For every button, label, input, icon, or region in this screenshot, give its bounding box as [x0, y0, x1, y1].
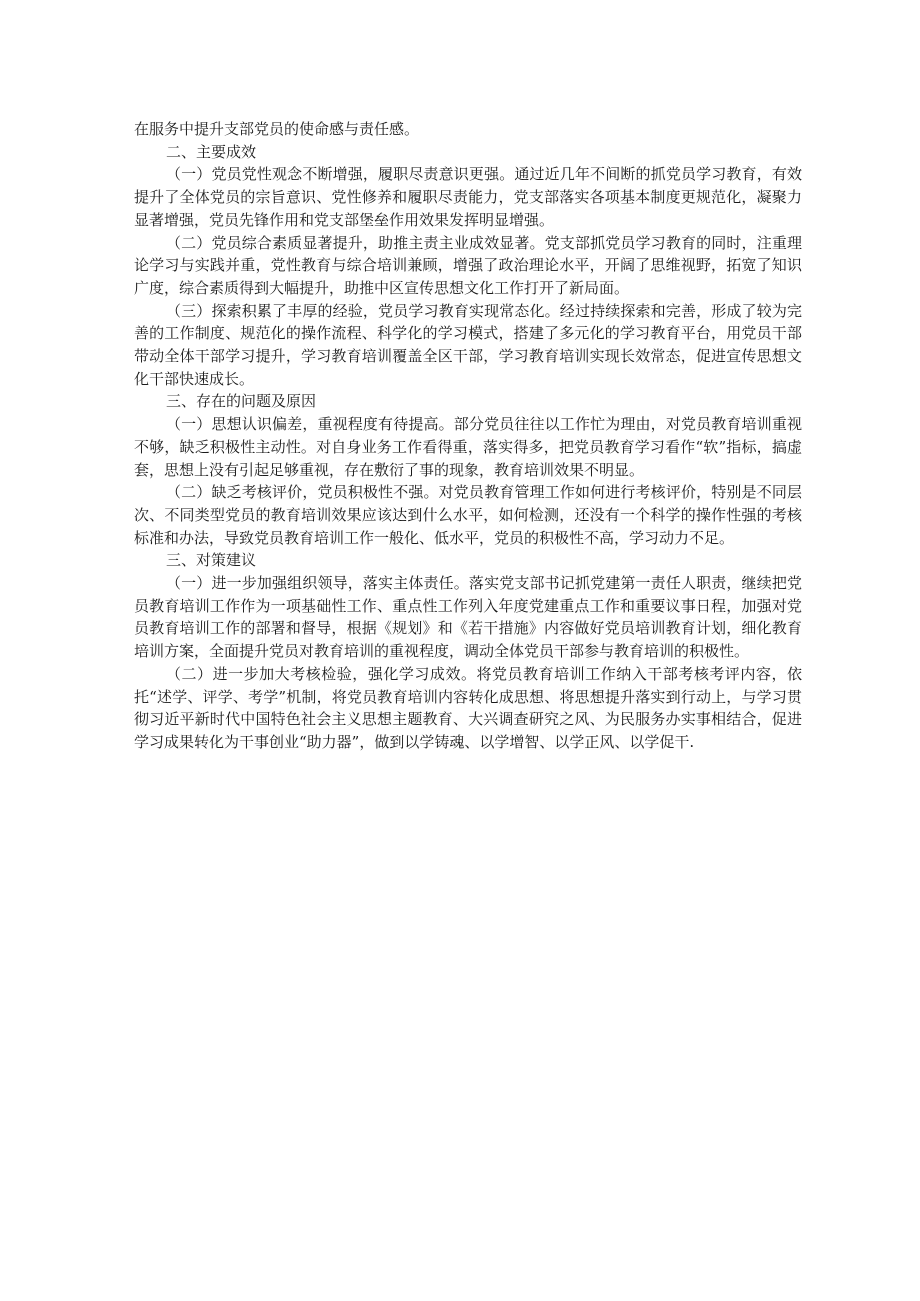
paragraph: （三）探索积累了丰厚的经验，党员学习教育实现常态化。经过持续探索和完善，形成了较为完善的工作制度、规范化的操作流程、科学化的学习模式，搭建了多元化的学习教育平台，用党员干部带动全体干部学习提升，学习教育培训覆盖全区干部，学习教育培训实现长效常态，促进宣传思想文化干部快速成长。	[134, 301, 802, 388]
paragraph: （一）党员党性观念不断增强，履职尽责意识更强。通过近几年不间断的抓党员学习教育，有效提升了全体党员的宗旨意识、党性修养和履职尽责能力，党支部落实各项基本制度更规范化，凝聚力显著增强，党员先锋作用和党支部堡垒作用效果发挥明显增强。	[134, 165, 802, 229]
section-heading-problems: 三、存在的问题及原因	[166, 392, 317, 411]
paragraph: （二）党员综合素质显著提升，助推主责主业成效显著。党支部抓党员学习教育的同时，注重理论学习与实践并重，党性教育与综合培训兼顾，增强了政治理论水平，开阔了思维视野，拓宽了知识广度，综合素质得到大幅提升，助推中区宣传思想文化工作打开了新局面。	[134, 233, 802, 297]
paragraph: （二）缺乏考核评价，党员积极性不强。对党员教育管理工作如何进行考核评价，特别是不同层次、不同类型党员的教育培训效果应该达到什么水平，如何检测，还没有一个科学的操作性强的考核标准和办法，导致党员教育培训工作一般化、低水平，党员的积极性不高，学习动力不足。	[134, 483, 802, 547]
paragraph: （一）进一步加强组织领导，落实主体责任。落实党支部书记抓党建第一责任人职责，继续把党员教育培训工作作为一项基础性工作、重点性工作列入年度党建重点工作和重要议事日程，加强对党员教育培训工作的部署和督导，根据《规划》和《若干措施》内容做好党员培训教育计划，细化教育培训方案，全面提升党员对教育培训的重视程度，调动全体党员干部参与教育培训的积极性。	[134, 574, 802, 661]
intro-tail-paragraph: 在服务中提升支部党员的使命感与责任感。	[134, 120, 420, 138]
document-page	[134, 118, 802, 754]
section-heading-main-results: 二、主要成效	[166, 142, 257, 161]
paragraph: （一）思想认识偏差，重视程度有待提高。部分党员往往以工作忙为理由，对党员教育培训重视不够，缺乏积极性主动性。对自身业务工作看得重，落实得多，把党员教育学习看作“软”指标，搞虚套，思想上没有引起足够重视，存在敷衍了事的现象，教育培训效果不明显。	[134, 415, 802, 479]
section-heading-suggestions: 三、对策建议	[166, 551, 257, 570]
paragraph: （二）进一步加大考核检验，强化学习成效。将党员教育培训工作纳入干部考核考评内容，依托“述学、评学、考学”机制，将党员教育培训内容转化成思想、将思想提升落实到行动上，与学习贯彻习近平新时代中国特色社会主义思想主题教育、大兴调查研究之风、为民服务办实事相结合，促进学习成果转化为干事创业“助力器”，做到以学铸魂、以学增智、以学正风、以学促干.	[134, 664, 802, 751]
